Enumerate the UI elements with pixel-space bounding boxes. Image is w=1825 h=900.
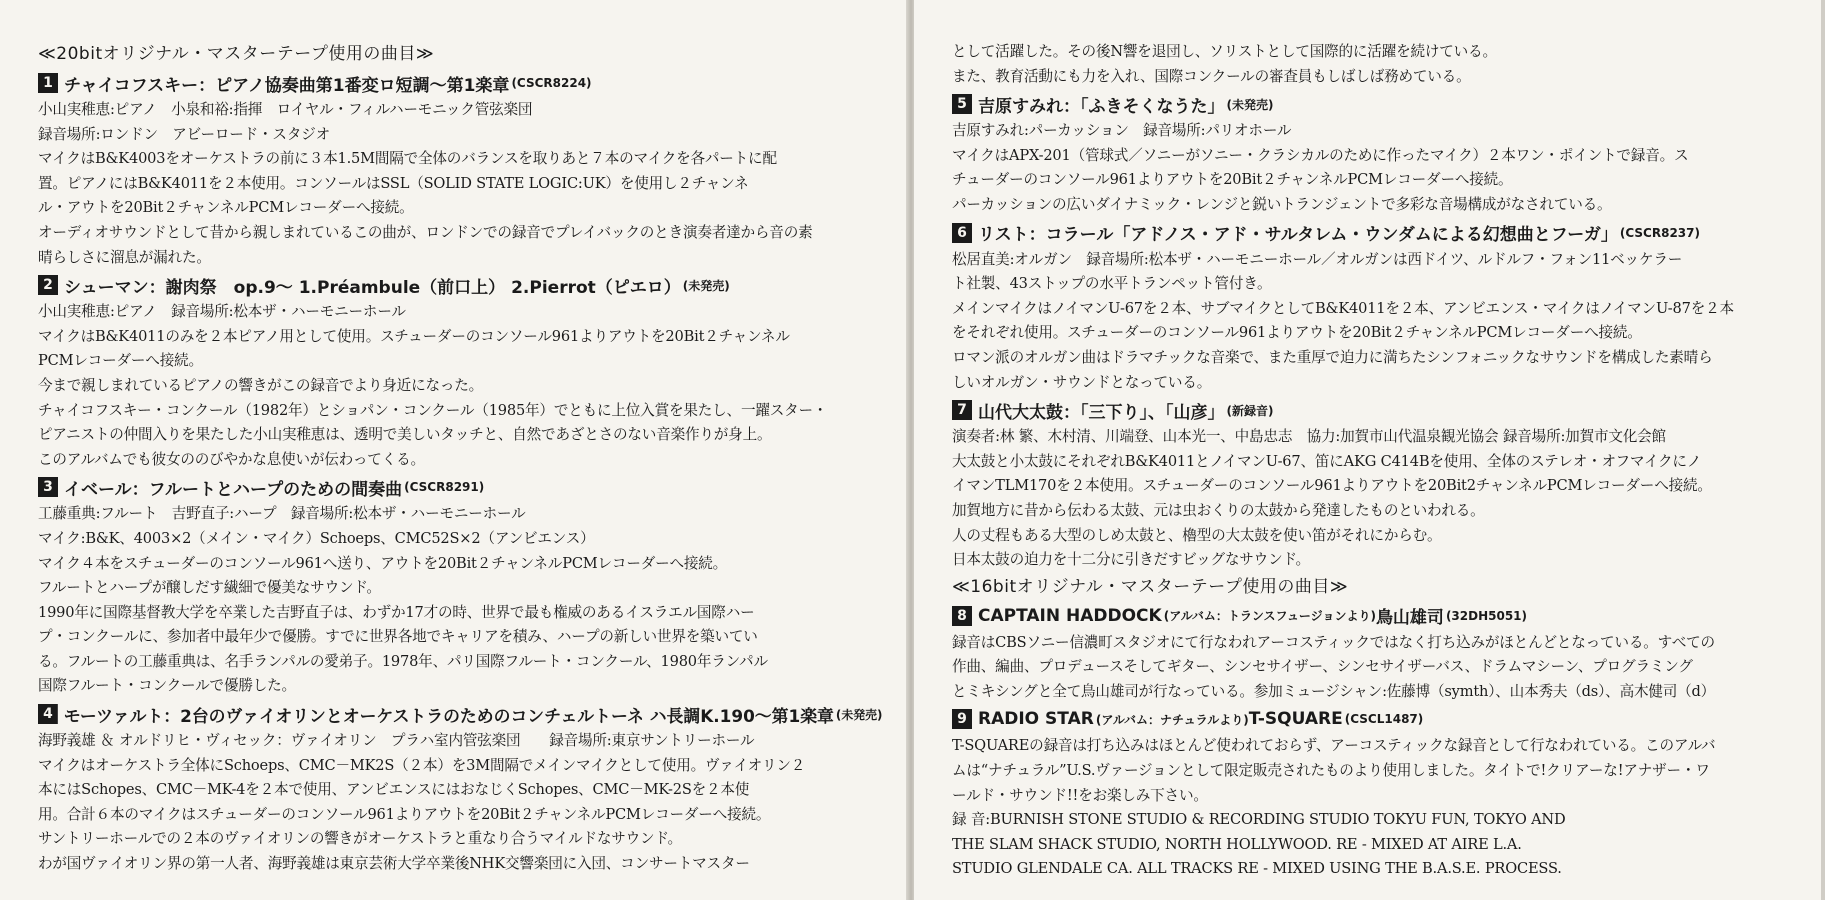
body-line: マイクはB&K4011のみを２本ピアノ用として使用。スチューダーのコンソール961よりアウトを20Bit２チャンネル — [38, 327, 790, 345]
body-line: メインマイクはノイマンU-67を２本、サブマイクとしてB&K4011を２本、アンビエンス・マイクはノイマンU-87を２本 — [952, 299, 1734, 317]
body-line: 今まで親しまれているピアノの響きがこの録音でより身近になった。 — [38, 376, 484, 394]
track-title-row — [952, 89, 1803, 119]
track-title: チャイコフスキー：ピアノ協奏曲第1番変ロ短調～第1楽章 — [64, 75, 510, 96]
body-line: をそれぞれ使用。スチューダーのコンソール961よりアウトを20Bit２チャンネルPCMレコーダーへ接続。 — [952, 324, 1642, 342]
body-line: る。フルートの工藤重典は、名手ランパルの愛弟子。1978年、パリ国際フルート・コンクール、1980年ランパル — [38, 652, 768, 670]
track-title-row — [952, 395, 1803, 425]
body-line: マイクはオーケストラ全体にSchoeps、CMC－MK2S（２本）を3M間隔でメインマイクとして使用。ヴァイオリン２ — [38, 756, 806, 774]
body-line: 作曲、編曲、プロデュースそしてギター、シンセサイザー、シンセサイザーバス、ドラムマシーン、プログラミング — [952, 658, 1693, 676]
body-line: マイク:B&K、4003×2（メイン・マイク）Schoeps、CMC52S×2（アンビエンス） — [38, 529, 595, 547]
section-heading: ≪16bitオリジナル・マスターテープ使用の曲目≫ — [952, 576, 1349, 597]
track-artist: T-SQUARE — [1248, 709, 1343, 730]
body-line: 日本太鼓の迫力を十二分に引きだすビッグなサウンド。 — [952, 551, 1310, 569]
body-line: 晴らしさに溜息が漏れた。 — [38, 248, 211, 266]
body-line: 用。合計６本のマイクはスチューダーのコンソール961よりアウトを20Bit２チャンネルPCMレコーダーへ接続。 — [38, 805, 771, 823]
track-note: (未発売) — [1226, 97, 1274, 112]
track-title: 吉原すみれ：「ふきそくなうた」 — [978, 96, 1225, 117]
track-list — [952, 601, 1803, 882]
track-title-row — [38, 270, 882, 300]
body-line: 加賀地方に昔から伝わる太鼓、元は虫おくりの太鼓から発達したものといわれる。 — [952, 501, 1485, 519]
track-list — [38, 68, 882, 877]
right-page — [914, 0, 1825, 900]
body-line: イマンTLM170を２本使用。スチューダーのコンソール961よりアウトを20Bit2チャンネルPCMレコーダーへ接続。 — [952, 477, 1712, 495]
track-title: イベール：フルートとハープのための間奏曲 — [64, 479, 403, 500]
body-line: STUDIO GLENDALE CA. ALL TRACKS RE - MIXED USING THE B.A.S.E. PROCESS. — [952, 860, 1562, 878]
body-line: ピアニストの仲間入りを果たした小山実稚恵は、透明で美しいタッチと、自然であざとさのない音楽作りが身上。 — [38, 426, 772, 444]
track-artist: 鳥山雄司 — [1375, 608, 1444, 629]
body-line: パーカッションの広いダイナミック・レンジと鋭いトランジェントで多彩な音場構成がなされている。 — [952, 195, 1612, 213]
track-entry — [38, 699, 882, 877]
track-note: (アルバム：ナチュラルより) — [1095, 712, 1249, 727]
body-line: チャイコフスキー・コンクール（1982年）とショパン・コンクール（1985年）でともに上位入賞を果たし、一躍スター・ — [38, 401, 828, 419]
track-entry — [952, 89, 1803, 217]
track-number: 2 — [38, 275, 58, 295]
track-title-row — [38, 68, 882, 98]
continuation-text — [952, 40, 1803, 89]
body-line: マイクはAPX-201（管球式／ソニーがソニー・クラシカルのために作ったマイク）２本ワン・ポイントで録音。ス — [952, 146, 1689, 164]
body-line: ロマン派のオルガン曲はドラマチックな音楽で、また重厚で迫力に満ちたシンフォニックなサウンドを構成した素晴ら — [952, 348, 1713, 366]
body-line: マイク４本をスチューダーのコンソール961へ送り、アウトを20Bit２チャンネルPCMレコーダーへ接続。 — [38, 554, 728, 572]
track-title-row — [952, 601, 1803, 631]
body-line: チューダーのコンソール961よりアウトを20Bit２チャンネルPCMレコーダーへ接続。 — [952, 171, 1513, 189]
track-entry — [38, 270, 882, 472]
body-line: 1990年に国際基督教大学を卒業した吉野直子は、わずか17才の時、世界で最も権威のあるイスラエル国際ハー — [38, 603, 755, 621]
track-note: (未発売) — [835, 707, 883, 722]
track-number: 7 — [952, 400, 972, 420]
body-line: このアルバムでも彼女ののびやかな息使いが伝わってくる。 — [38, 450, 425, 468]
body-line: 録音場所:ロンドン アビーロード・スタジオ — [38, 125, 331, 143]
body-line: 本にはSchopes、CMC－MK-4を２本で使用、アンビエンスにはおなじくSchopes、CMC－MK-2Sを２本使 — [38, 781, 750, 799]
body-line: わが国ヴァイオリン界の第一人者、海野義雄は東京芸術大学卒業後NHK交響楽団に入団、コンサートマスター — [38, 855, 750, 873]
track-entry — [952, 218, 1803, 396]
track-title: リスト：コラール「アドノス・アド・サルタレム・ウンダムによる幻想曲とフーガ」 — [978, 225, 1618, 246]
body-line: 海野義雄 ＆ オルドリヒ・ヴィセック：ヴァイオリン プラハ室内管弦楽団 録音場所:東京サントリーホール — [38, 732, 755, 750]
body-line: 小山実稚恵:ピアノ 小泉和裕:指揮 ロイヤル・フィルハーモニック管弦楽団 — [38, 101, 533, 118]
body-line: サントリーホールでの２本のヴァイオリンの響きがオーケストラと重なり合うマイルドなサウンド。 — [38, 830, 682, 848]
body-line: マイクはB&K4003をオーケストラの前に３本1.5M間隔で全体のバランスを取りあと７本のマイクを各パートに配 — [38, 150, 777, 168]
track-entry — [952, 601, 1803, 705]
body-line: ムは“ナチュラル”U.S.ヴァージョンとして限定販売されたものより使用しました。タイトで!クリアーな!アナザー・ワ — [952, 762, 1710, 780]
body-line: THE SLAM SHACK STUDIO, NORTH HOLLYWOOD. RE - MIXED AT AIRE L.A. — [952, 835, 1522, 853]
body-line: ト社製、43ストップの水平トランペット管付き。 — [952, 275, 1272, 293]
track-note: (CSCR8237) — [1619, 225, 1700, 240]
track-entry — [38, 472, 882, 699]
section-heading: ≪20bitオリジナル・マスターテープ使用の曲目≫ — [38, 44, 435, 64]
track-number: 5 — [952, 94, 972, 114]
track-number: 8 — [952, 606, 972, 626]
track-number: 6 — [952, 223, 972, 243]
catalog-number: (32DH5051) — [1445, 608, 1528, 623]
body-line: 松居直美:オルガン 録音場所:松本ザ・ハーモニーホール／オルガンは西ドイツ、ルドルフ・フォン11ベッケラー — [952, 250, 1683, 268]
track-title: RADIO STAR — [978, 709, 1094, 730]
body-line: 大太鼓と小太鼓にそれぞれB&K4011とノイマンU-67、笛にAKG C414Bを使用、全体のステレオ・オフマイクにノ — [952, 452, 1702, 470]
body-line: ル・アウトを20Bit２チャンネルPCMレコーダーへ接続。 — [38, 199, 414, 217]
body-line: プ・コンクールに、参加者中最年少で優勝。すでに世界各地でキャリアを積み、ハープの新しい世界を築いてい — [38, 628, 758, 646]
left-page — [0, 0, 908, 900]
track-note: (CSCR8224) — [511, 76, 592, 90]
track-number: 4 — [38, 704, 58, 724]
track-number: 9 — [952, 709, 972, 729]
body-line: ールド・サウンド!!をお楽しみ下さい。 — [952, 786, 1208, 804]
track-entry — [952, 395, 1803, 573]
body-line: 演奏者:林 繁、木村清、川端登、山本光一、中島忠志 協力:加賀市山代温泉観光協会 録音場所:加賀市文化会館 — [952, 428, 1666, 446]
body-line: とミキシングと全て鳥山雄司が行なっている。参加ミュージシャン:佐藤博（symth）、山本秀夫（ds）、高木健司（d） — [952, 682, 1716, 700]
track-title-row — [38, 699, 882, 729]
body-line: T-SQUAREの録音は打ち込みはほとんど使われておらず、アーコスティックな録音として行なわれている。このアルバ — [952, 737, 1716, 755]
body-line: 録 音:BURNISH STONE STUDIO & RECORDING STUDIO TOKYU FUN, TOKYO AND — [952, 811, 1566, 829]
track-list — [952, 89, 1803, 573]
track-number: 1 — [38, 73, 58, 93]
body-line: として活躍した。その後N響を退団し、ソリストとして国際的に活躍を続けている。 — [952, 43, 1497, 60]
body-line: しいオルガン・サウンドとなっている。 — [952, 373, 1212, 391]
track-note: (CSCR8291) — [404, 480, 485, 495]
track-title-row — [38, 472, 882, 502]
track-note: (未発売) — [682, 278, 730, 293]
page-edge — [1821, 0, 1825, 900]
body-line: 小山実稚恵:ピアノ 録音場所:松本ザ・ハーモニーホール — [38, 303, 406, 321]
track-note: (アルバム：トランスフュージョンより) — [1163, 609, 1376, 624]
track-title: モーツァルト：2台のヴァイオリンとオーケストラのためのコンチェルトーネ ハ長調K.190～第1楽章 — [63, 706, 834, 727]
track-title: 山代大太鼓：「三下り」、「山彦」 — [978, 402, 1225, 423]
catalog-number: (CSCL1487) — [1344, 712, 1424, 727]
body-line: オーディオサウンドとして昔から親しまれているこの曲が、ロンドンでの録音でプレイバックのとき演奏者達から音の素 — [38, 223, 813, 241]
track-title: シューマン：謝肉祭 op.9～ 1.Préambule（前口上） 2.Pierrot（ピエロ） — [64, 277, 681, 298]
body-line: 吉原すみれ:パーカッション 録音場所:パリオホール — [952, 122, 1292, 140]
track-entry — [38, 68, 882, 270]
track-title-row — [952, 218, 1803, 248]
body-line: 録音はCBSソニー信濃町スタジオにて行なわれアーコスティックではなく打ち込みがほとんどとなっている。すべての — [952, 633, 1715, 651]
track-title: CAPTAIN HADDOCK — [978, 605, 1162, 626]
track-entry — [952, 704, 1803, 882]
body-line: PCMレコーダーへ接続。 — [38, 352, 203, 370]
body-line: 人の丈程もある大型のしめ太鼓と、櫓型の大太鼓を使い笛がそれにからむ。 — [952, 526, 1442, 544]
track-title-row — [952, 704, 1803, 734]
track-number: 3 — [38, 477, 58, 497]
body-line: また、教育活動にも力を入れ、国際コンクールの審査員もしばしば務めている。 — [952, 67, 1471, 85]
track-note: (新録音) — [1226, 403, 1274, 418]
body-line: 国際フルート・コンクールで優勝した。 — [38, 677, 296, 695]
body-line: フルートとハープが醸しだす繊細で優美なサウンド。 — [38, 579, 381, 597]
body-line: 工藤重典:フルート 吉野直子:ハープ 録音場所:松本ザ・ハーモニーホール — [38, 505, 526, 523]
body-line: 置。ピアノにはB&K4011を２本使用。コンソールはSSL（SOLID STATE LOGIC:UK）を使用し２チャンネ — [38, 174, 749, 192]
